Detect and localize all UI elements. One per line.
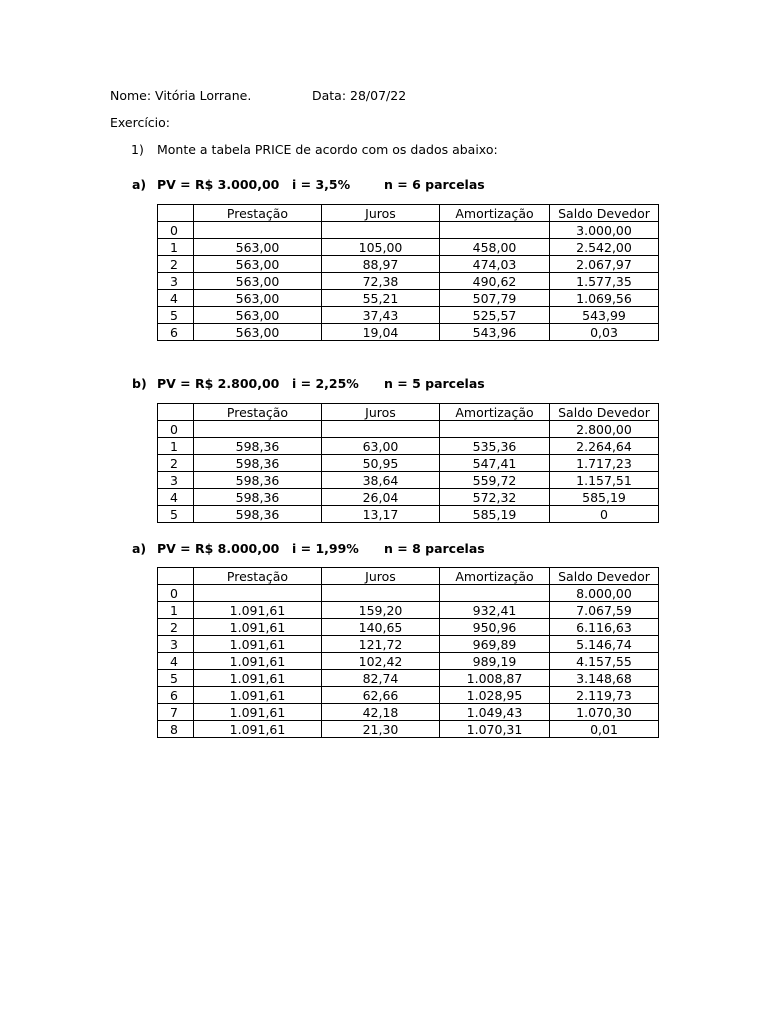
section-letter: b): [132, 376, 147, 391]
table-cell: 490,62: [440, 273, 550, 290]
section-periods: n = 5 parcelas: [384, 376, 485, 391]
table-cell: 5: [158, 307, 194, 324]
table-cell: 7: [158, 704, 194, 721]
section-periods: n = 6 parcelas: [384, 177, 485, 192]
table-row: [158, 489, 659, 506]
section-letter: a): [132, 541, 147, 556]
column-header: Amortização: [440, 568, 550, 585]
table-cell: 2: [158, 619, 194, 636]
column-header: Saldo Devedor: [550, 568, 659, 585]
column-header: [158, 404, 194, 421]
table-cell: 19,04: [322, 324, 440, 341]
table-cell: 598,36: [194, 472, 322, 489]
table-cell: 7.067,59: [550, 602, 659, 619]
table-cell: 38,64: [322, 472, 440, 489]
table-cell: 1: [158, 438, 194, 455]
table-cell: 62,66: [322, 687, 440, 704]
table-cell: 543,96: [440, 324, 550, 341]
table-cell: 3: [158, 636, 194, 653]
table-header-row: [158, 205, 659, 222]
column-header: Saldo Devedor: [550, 205, 659, 222]
price-table: [157, 567, 659, 738]
table-cell: 598,36: [194, 489, 322, 506]
table-cell: 21,30: [322, 721, 440, 738]
table-cell: 1.070,30: [550, 704, 659, 721]
table-cell: [440, 222, 550, 239]
section-pv: PV = R$ 3.000,00: [157, 177, 280, 192]
table-cell: 1.091,61: [194, 721, 322, 738]
table-cell: 102,42: [322, 653, 440, 670]
table-cell: 5: [158, 506, 194, 523]
table-cell: [322, 585, 440, 602]
table-cell: 458,00: [440, 239, 550, 256]
table-cell: 6: [158, 687, 194, 704]
table-row: [158, 438, 659, 455]
table-cell: 585,19: [550, 489, 659, 506]
item-text: Monte a tabela PRICE de acordo com os dados abaixo:: [157, 142, 498, 157]
table-cell: 140,65: [322, 619, 440, 636]
table-cell: 1.070,31: [440, 721, 550, 738]
table-cell: 159,20: [322, 602, 440, 619]
table-cell: 3.148,68: [550, 670, 659, 687]
table-cell: 0,01: [550, 721, 659, 738]
table-cell: 2.542,00: [550, 239, 659, 256]
table-cell: [194, 421, 322, 438]
table-row: [158, 222, 659, 239]
table-row: [158, 324, 659, 341]
table-row: [158, 273, 659, 290]
table-cell: 535,36: [440, 438, 550, 455]
table-cell: 563,00: [194, 290, 322, 307]
table-cell: 474,03: [440, 256, 550, 273]
table-cell: 563,00: [194, 239, 322, 256]
table-cell: 37,43: [322, 307, 440, 324]
table-cell: 50,95: [322, 455, 440, 472]
table-row: [158, 653, 659, 670]
table-row: [158, 602, 659, 619]
table-cell: 525,57: [440, 307, 550, 324]
table-cell: 563,00: [194, 273, 322, 290]
table-cell: 4: [158, 653, 194, 670]
table-row: [158, 585, 659, 602]
table-row: [158, 506, 659, 523]
table-cell: [440, 421, 550, 438]
section-rate: i = 1,99%: [292, 541, 359, 556]
table-cell: 6: [158, 324, 194, 341]
table-cell: 1.091,61: [194, 653, 322, 670]
table-cell: 26,04: [322, 489, 440, 506]
table-cell: 105,00: [322, 239, 440, 256]
table-cell: 598,36: [194, 506, 322, 523]
table-row: [158, 472, 659, 489]
table-cell: 1.091,61: [194, 670, 322, 687]
table-row: [158, 455, 659, 472]
table-cell: 2.800,00: [550, 421, 659, 438]
table-cell: 4.157,55: [550, 653, 659, 670]
student-name: Nome: Vitória Lorrane.: [110, 88, 252, 103]
table-cell: 1.091,61: [194, 636, 322, 653]
table-row: [158, 619, 659, 636]
table-row: [158, 239, 659, 256]
table-cell: 932,41: [440, 602, 550, 619]
section-rate: i = 2,25%: [292, 376, 359, 391]
section-rate: i = 3,5%: [292, 177, 351, 192]
table-cell: 0: [158, 421, 194, 438]
table-cell: 507,79: [440, 290, 550, 307]
table-cell: 585,19: [440, 506, 550, 523]
table-cell: 2.067,97: [550, 256, 659, 273]
table-row: [158, 256, 659, 273]
table-cell: 72,38: [322, 273, 440, 290]
column-header: Juros: [322, 404, 440, 421]
table-row: [158, 290, 659, 307]
table-cell: 5: [158, 670, 194, 687]
table-cell: 2: [158, 455, 194, 472]
table-cell: 598,36: [194, 455, 322, 472]
table-cell: 1.717,23: [550, 455, 659, 472]
table-cell: 559,72: [440, 472, 550, 489]
section-periods: n = 8 parcelas: [384, 541, 485, 556]
table-cell: 82,74: [322, 670, 440, 687]
table-cell: [194, 585, 322, 602]
table-cell: 1.049,43: [440, 704, 550, 721]
table-row: [158, 421, 659, 438]
table-cell: 1.157,51: [550, 472, 659, 489]
table-cell: 3: [158, 273, 194, 290]
table-cell: 6.116,63: [550, 619, 659, 636]
table-cell: 563,00: [194, 324, 322, 341]
table-row: [158, 636, 659, 653]
table-cell: 1.091,61: [194, 619, 322, 636]
table-cell: 1.028,95: [440, 687, 550, 704]
table-cell: 4: [158, 290, 194, 307]
table-cell: 0: [158, 585, 194, 602]
table-cell: 547,41: [440, 455, 550, 472]
table-row: [158, 721, 659, 738]
column-header: Juros: [322, 205, 440, 222]
table-row: [158, 307, 659, 324]
table-cell: 572,32: [440, 489, 550, 506]
table-cell: 543,99: [550, 307, 659, 324]
table-cell: 598,36: [194, 438, 322, 455]
column-header: [158, 568, 194, 585]
table-cell: 13,17: [322, 506, 440, 523]
table-cell: 1.069,56: [550, 290, 659, 307]
table-cell: [194, 222, 322, 239]
table-cell: 1.091,61: [194, 602, 322, 619]
table-cell: 0,03: [550, 324, 659, 341]
price-table: [157, 403, 659, 523]
table-row: [158, 687, 659, 704]
column-header: Prestação: [194, 404, 322, 421]
table-cell: [322, 421, 440, 438]
table-cell: 2.264,64: [550, 438, 659, 455]
table-cell: 0: [158, 222, 194, 239]
table-cell: [440, 585, 550, 602]
column-header: Prestação: [194, 568, 322, 585]
table-cell: 1: [158, 239, 194, 256]
table-row: [158, 670, 659, 687]
table-cell: 1.091,61: [194, 687, 322, 704]
item-number: 1): [131, 142, 144, 157]
table-cell: 5.146,74: [550, 636, 659, 653]
table-cell: [322, 222, 440, 239]
table-cell: 8: [158, 721, 194, 738]
table-cell: 2: [158, 256, 194, 273]
column-header: Juros: [322, 568, 440, 585]
column-header: Saldo Devedor: [550, 404, 659, 421]
table-cell: 1: [158, 602, 194, 619]
date: Data: 28/07/22: [312, 88, 407, 103]
table-cell: 2.119,73: [550, 687, 659, 704]
table-header-row: [158, 568, 659, 585]
table-cell: 0: [550, 506, 659, 523]
table-cell: 1.577,35: [550, 273, 659, 290]
section-pv: PV = R$ 8.000,00: [157, 541, 280, 556]
table-cell: 950,96: [440, 619, 550, 636]
table-cell: 563,00: [194, 256, 322, 273]
table-cell: 8.000,00: [550, 585, 659, 602]
table-cell: 1.091,61: [194, 704, 322, 721]
price-table: [157, 204, 659, 341]
table-cell: 969,89: [440, 636, 550, 653]
column-header: Prestação: [194, 205, 322, 222]
table-row: [158, 704, 659, 721]
column-header: [158, 205, 194, 222]
table-cell: 3: [158, 472, 194, 489]
table-cell: 4: [158, 489, 194, 506]
table-cell: 121,72: [322, 636, 440, 653]
table-cell: 1.008,87: [440, 670, 550, 687]
table-cell: 3.000,00: [550, 222, 659, 239]
table-cell: 88,97: [322, 256, 440, 273]
section-pv: PV = R$ 2.800,00: [157, 376, 280, 391]
table-header-row: [158, 404, 659, 421]
table-cell: 563,00: [194, 307, 322, 324]
column-header: Amortização: [440, 404, 550, 421]
table-cell: 55,21: [322, 290, 440, 307]
table-cell: 42,18: [322, 704, 440, 721]
table-cell: 989,19: [440, 653, 550, 670]
table-cell: 63,00: [322, 438, 440, 455]
column-header: Amortização: [440, 205, 550, 222]
exercise-label: Exercício:: [110, 115, 171, 130]
section-letter: a): [132, 177, 147, 192]
